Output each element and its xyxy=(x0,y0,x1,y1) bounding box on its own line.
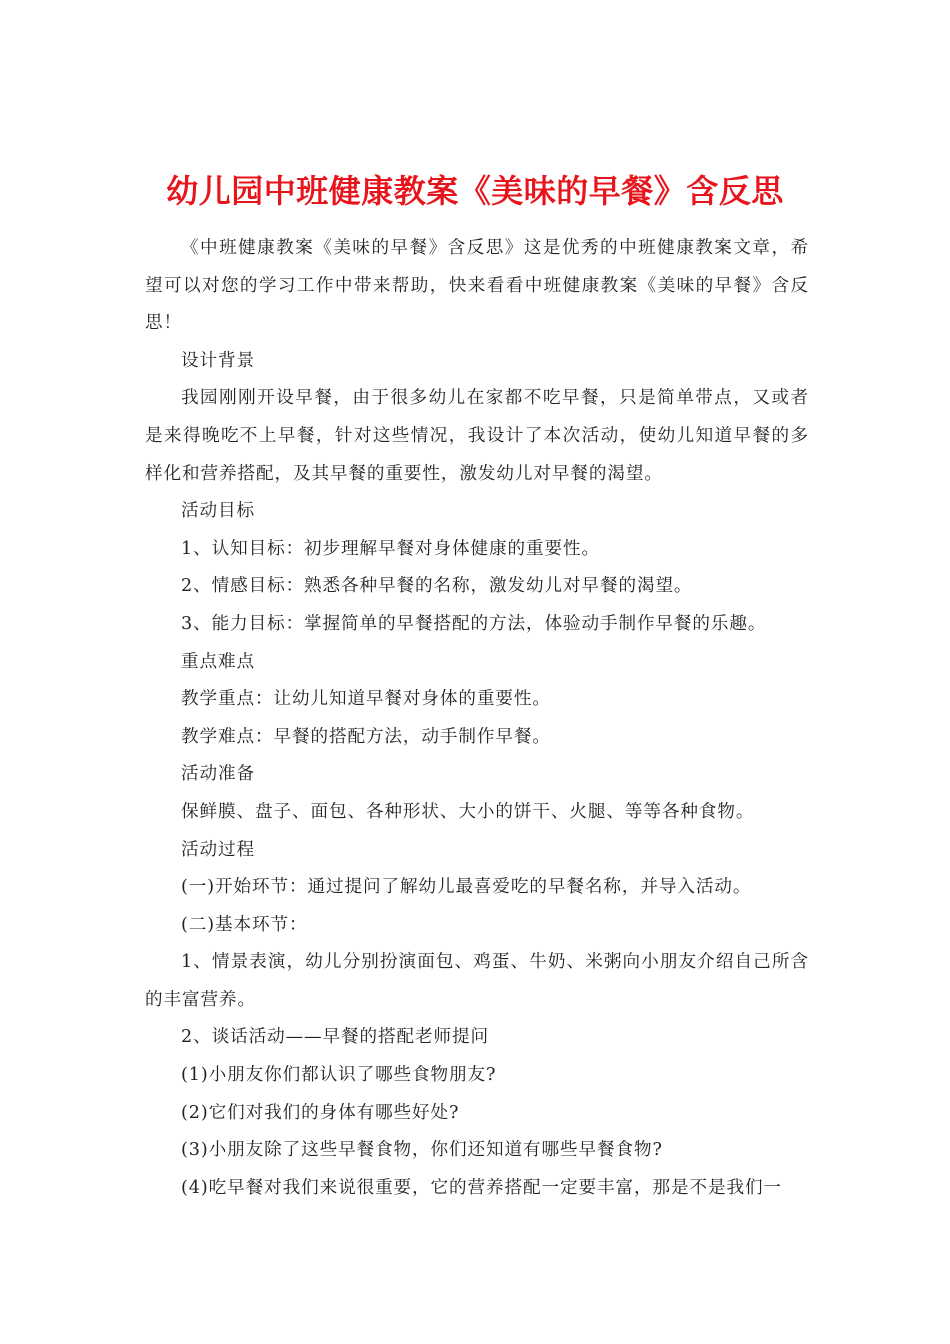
section-heading-activity-goals: 活动目标 xyxy=(181,501,255,522)
question-4: (4)吃早餐对我们来说很重要，它的营养搭配一定要丰富，那是不是我们一 xyxy=(181,1177,782,1198)
process-opening: (一)开始环节：通过提问了解幼儿最喜爱吃的早餐名称，并导入活动。 xyxy=(181,877,752,898)
process-role-play: 1、情景表演，幼儿分别扮演面包、鸡蛋、牛奶、米粥向小朋友介绍自己所含的丰富营养。 xyxy=(145,952,809,1010)
teaching-difficulty: 教学难点：早餐的搭配方法，动手制作早餐。 xyxy=(181,726,551,747)
goal-cognitive: 1、认知目标：初步理解早餐对身体健康的重要性。 xyxy=(181,538,600,559)
question-1: (1)小朋友你们都认识了哪些食物朋友? xyxy=(181,1065,497,1086)
section-heading-preparation: 活动准备 xyxy=(181,764,255,785)
intro-paragraph: 《中班健康教案《美味的早餐》含反思》这是优秀的中班健康教案文章，希望可以对您的学习工作中带来帮助，快来看看中班健康教案《美味的早餐》含反思！ xyxy=(145,238,809,334)
goal-ability: 3、能力目标：掌握简单的早餐搭配的方法，体验动手制作早餐的乐趣。 xyxy=(181,613,767,634)
section-heading-process: 活动过程 xyxy=(181,839,255,860)
question-3: (3)小朋友除了这些早餐食物，你们还知道有哪些早餐食物? xyxy=(181,1140,663,1161)
preparation-materials: 保鲜膜、盘子、面包、各种形状、大小的饼干、火腿、等等各种食物。 xyxy=(181,801,755,822)
section-heading-design-background: 设计背景 xyxy=(181,350,255,371)
document-body xyxy=(145,230,809,1207)
teaching-key-point: 教学重点：让幼儿知道早餐对身体的重要性。 xyxy=(181,689,551,710)
design-background-paragraph: 我园刚刚开设早餐，由于很多幼儿在家都不吃早餐，只是简单带点，又或者是来得晚吃不上早餐，针对这些情况，我设计了本次活动，使幼儿知道早餐的多样化和营养搭配，及其早餐的重要性，激发幼儿对早餐的渴望。 xyxy=(145,388,809,484)
question-2: (2)它们对我们的身体有哪些好处? xyxy=(181,1102,460,1123)
section-heading-key-points: 重点难点 xyxy=(181,651,255,672)
goal-emotional: 2、情感目标：熟悉各种早餐的名称，激发幼儿对早餐的渴望。 xyxy=(181,576,693,597)
process-basic: (二)基本环节： xyxy=(181,914,308,935)
process-discussion: 2、谈话活动——早餐的搭配老师提问 xyxy=(181,1027,489,1048)
document-title: 幼儿园中班健康教案《美味的早餐》含反思 xyxy=(166,172,784,211)
